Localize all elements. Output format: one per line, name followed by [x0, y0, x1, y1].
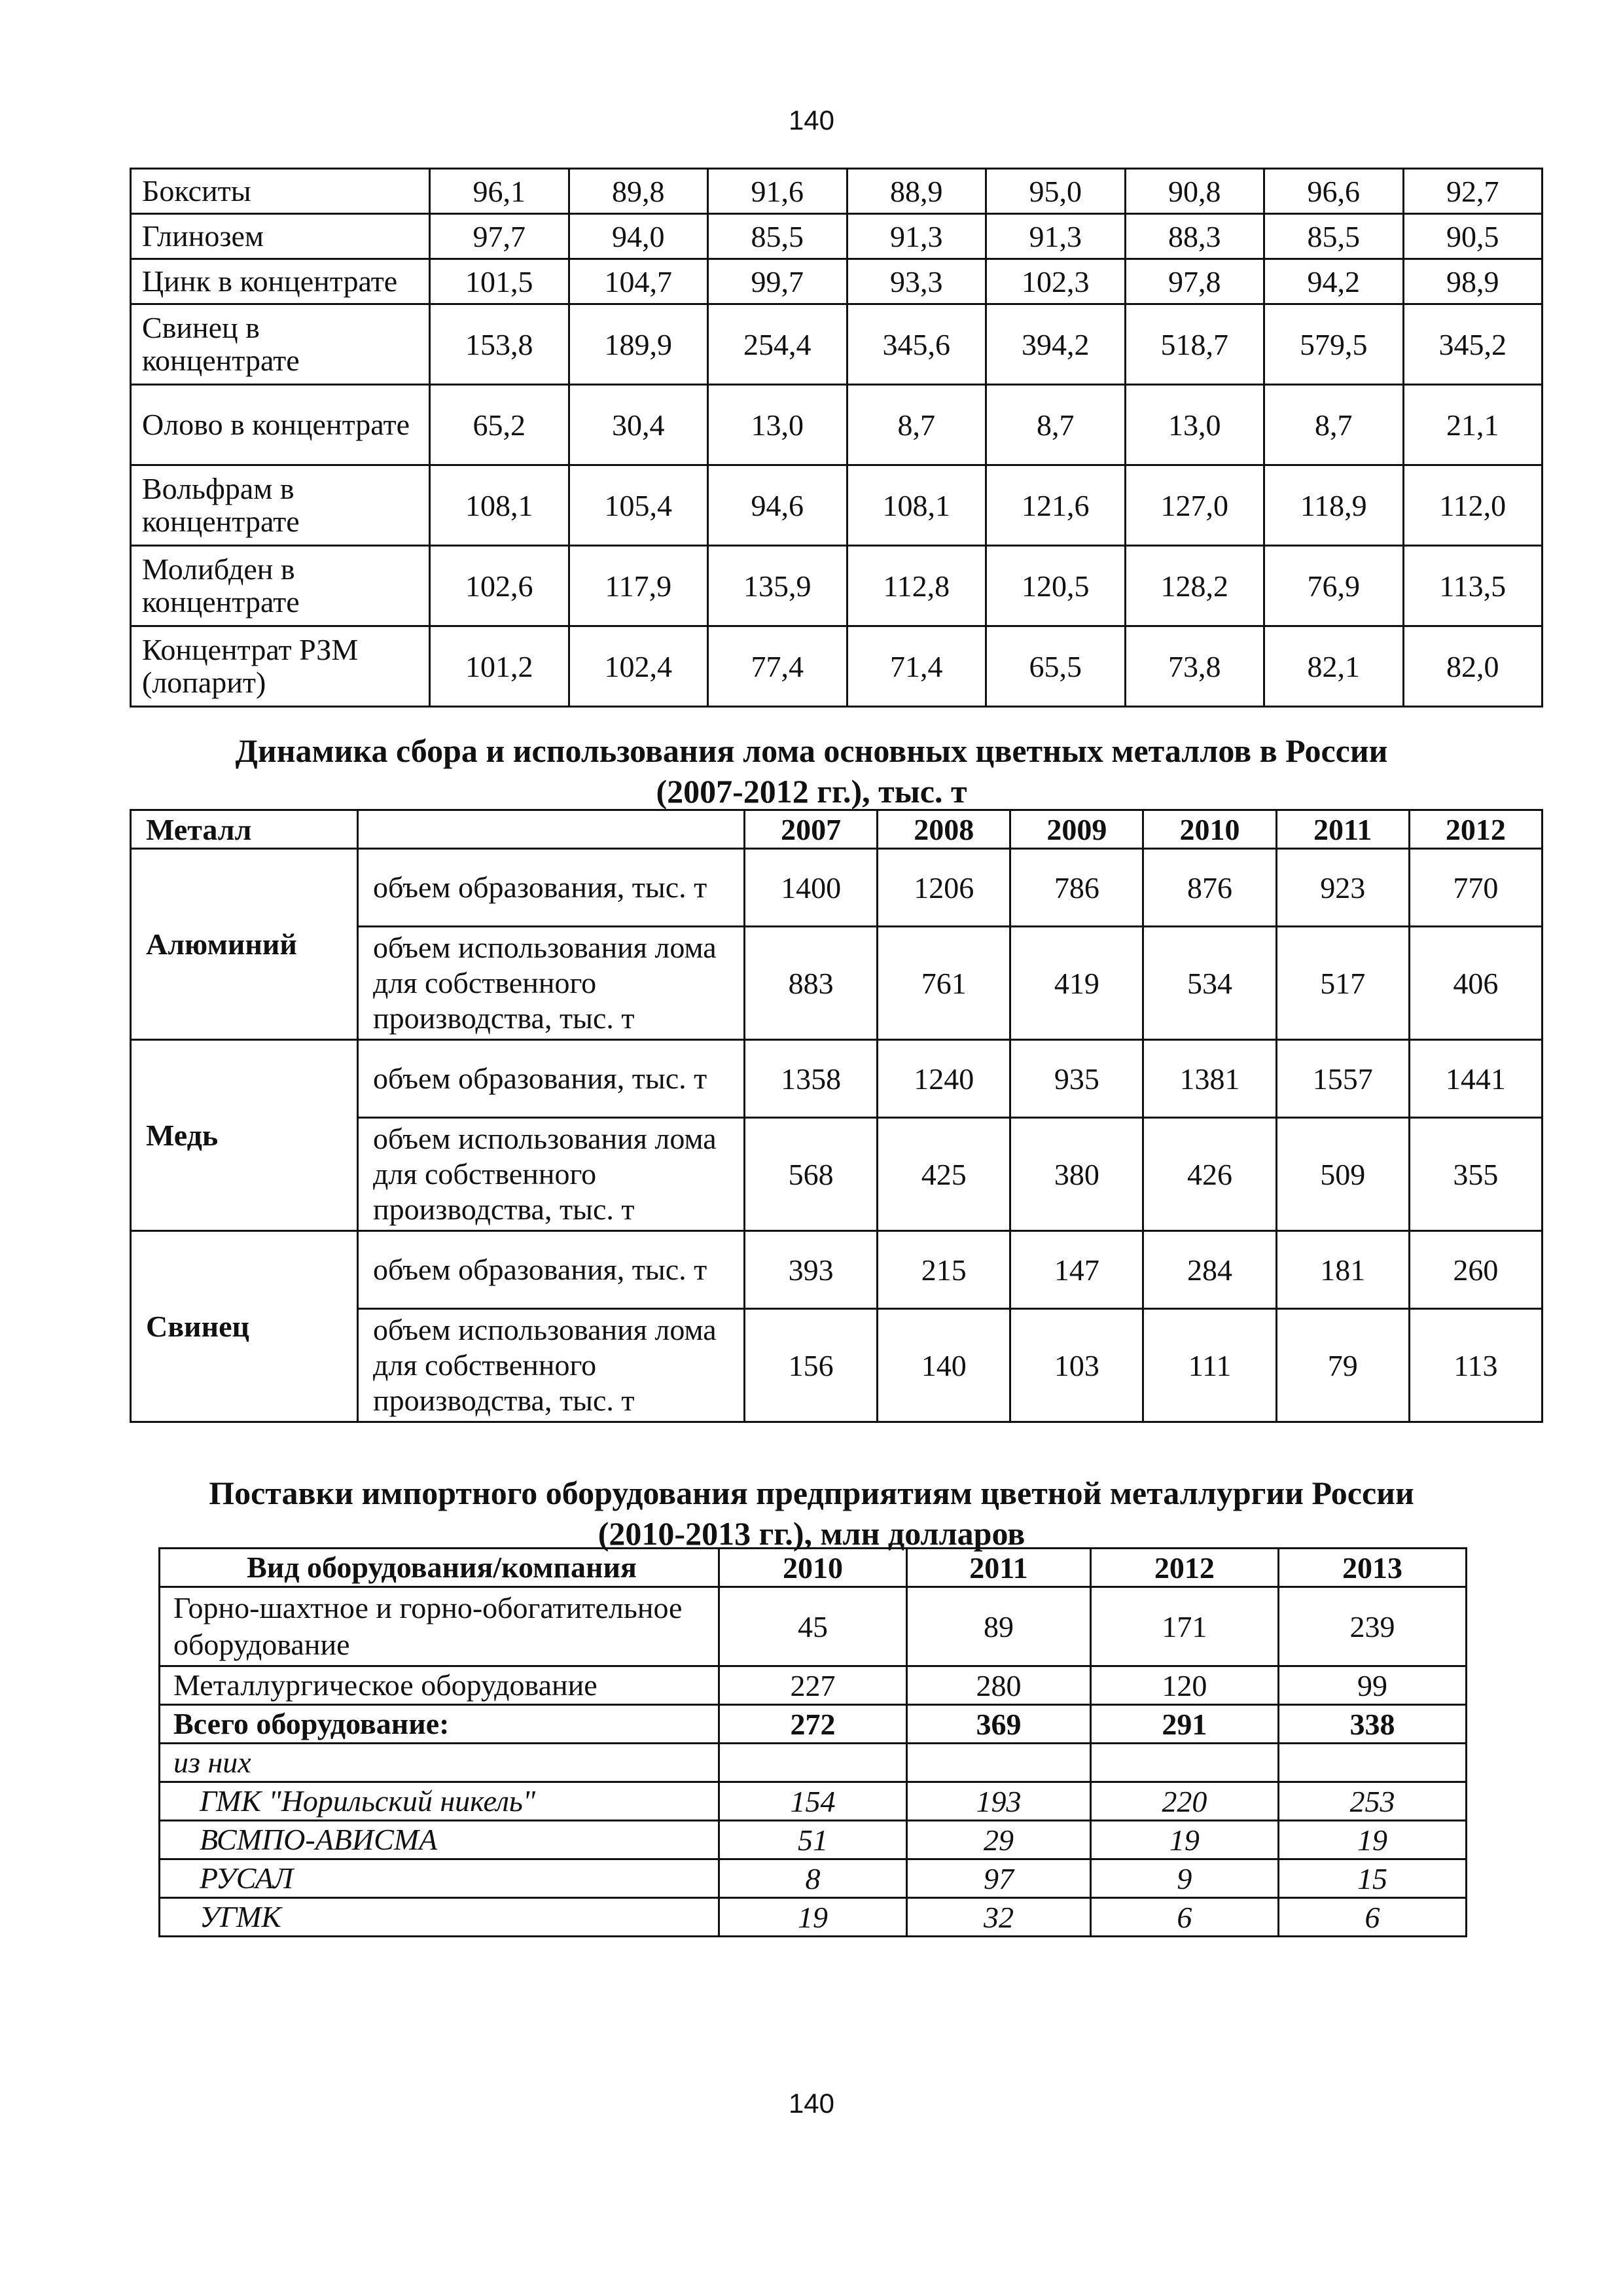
cell: 345,2: [1403, 304, 1543, 385]
cell: 8: [719, 1859, 907, 1898]
cell: 97: [907, 1859, 1091, 1898]
cell: 345,6: [847, 304, 986, 385]
cell: 94,6: [708, 465, 847, 546]
header-year: 2013: [1278, 1549, 1466, 1587]
cell: 21,1: [1403, 385, 1543, 465]
cell: 579,5: [1264, 304, 1404, 385]
cell: 6: [1278, 1898, 1466, 1937]
cell: 101,5: [430, 259, 569, 304]
cell: 102,4: [569, 626, 708, 707]
cell: 102,3: [986, 259, 1126, 304]
table-row: [131, 849, 1543, 927]
cell: 761: [878, 927, 1010, 1040]
cell: 153,8: [430, 304, 569, 385]
cell: 77,4: [708, 626, 847, 707]
row-name: Горно-шахтное и горно-обогатительное оборудование: [160, 1587, 719, 1666]
cell: 135,9: [708, 546, 847, 626]
table-row: [160, 1821, 1467, 1859]
cell: 6: [1090, 1898, 1278, 1937]
table-header-row: [131, 810, 1543, 849]
table-row: [160, 1859, 1467, 1898]
cell: 32: [907, 1898, 1091, 1937]
cell: 96,6: [1264, 169, 1404, 214]
cell: 253: [1278, 1782, 1466, 1821]
cell: 355: [1409, 1118, 1542, 1231]
cell: 118,9: [1264, 465, 1404, 546]
cell: 1358: [745, 1040, 878, 1118]
table-row: [160, 1587, 1467, 1666]
row-label: объем образования, тыс. т: [358, 1231, 745, 1309]
imports-table: [158, 1547, 1467, 1937]
cell: 99,7: [708, 259, 847, 304]
cell: 120: [1090, 1666, 1278, 1705]
cell: 394,2: [986, 304, 1126, 385]
row-name: ВСМПО-АВИСМА: [160, 1821, 719, 1859]
cell: 1240: [878, 1040, 1010, 1118]
cell: 45: [719, 1587, 907, 1666]
metal-name: Алюминий: [131, 849, 358, 1040]
cell: 935: [1010, 1040, 1143, 1118]
cell: 419: [1010, 927, 1143, 1040]
cell: 85,5: [708, 214, 847, 259]
cell: 518,7: [1125, 304, 1264, 385]
cell: 15: [1278, 1859, 1466, 1898]
cell: 88,9: [847, 169, 986, 214]
cell: 338: [1278, 1705, 1466, 1744]
table-row: [160, 1666, 1467, 1705]
cell: 189,9: [569, 304, 708, 385]
cell: 90,5: [1403, 214, 1543, 259]
cell: 171: [1090, 1587, 1278, 1666]
cell: 883: [745, 927, 878, 1040]
cell: 91,3: [986, 214, 1126, 259]
header-year: 2010: [1143, 810, 1276, 849]
cell: 121,6: [986, 465, 1126, 546]
cell: 1441: [1409, 1040, 1542, 1118]
cell: 108,1: [847, 465, 986, 546]
row-name: Свинец в концентрате: [131, 304, 430, 385]
indices-table: [130, 168, 1543, 708]
row-name: Молибден в концентрате: [131, 546, 430, 626]
cell: 127,0: [1125, 465, 1264, 546]
cell: 9: [1090, 1859, 1278, 1898]
header-year: 2007: [745, 810, 878, 849]
cell: 128,2: [1125, 546, 1264, 626]
row-name: УГМК: [160, 1898, 719, 1937]
row-name: ГМК "Норильский никель": [160, 1782, 719, 1821]
cell: 111: [1143, 1309, 1276, 1422]
cell: 105,4: [569, 465, 708, 546]
table-row: [131, 214, 1543, 259]
cell: 98,9: [1403, 259, 1543, 304]
header-year: 2011: [907, 1549, 1091, 1587]
row-name: из них: [160, 1744, 719, 1782]
cell: 99: [1278, 1666, 1466, 1705]
header-year: 2009: [1010, 810, 1143, 849]
cell: 426: [1143, 1118, 1276, 1231]
table-row: [131, 385, 1543, 465]
cell: 93,3: [847, 259, 986, 304]
cell: 380: [1010, 1118, 1143, 1231]
cell: 85,5: [1264, 214, 1404, 259]
cell: 254,4: [708, 304, 847, 385]
cell: 284: [1143, 1231, 1276, 1309]
cell: [1090, 1744, 1278, 1782]
header-metal: Металл: [131, 810, 358, 849]
cell: 120,5: [986, 546, 1126, 626]
cell: 76,9: [1264, 546, 1404, 626]
cell: 369: [907, 1705, 1091, 1744]
cell: 1381: [1143, 1040, 1276, 1118]
row-label: объем использования лома для собственного производства, тыс. т: [358, 927, 745, 1040]
cell: 82,0: [1403, 626, 1543, 707]
metal-name: Свинец: [131, 1231, 358, 1422]
cell: 97,8: [1125, 259, 1264, 304]
page-number-bottom: 140: [788, 2088, 835, 2119]
row-name: Металлургическое оборудование: [160, 1666, 719, 1705]
cell: 19: [719, 1898, 907, 1937]
cell: 108,1: [430, 465, 569, 546]
cell: 96,1: [430, 169, 569, 214]
cell: 30,4: [569, 385, 708, 465]
cell: 534: [1143, 927, 1276, 1040]
table-row: [160, 1744, 1467, 1782]
cell: 65,5: [986, 626, 1126, 707]
cell: 1557: [1276, 1040, 1409, 1118]
cell: 147: [1010, 1231, 1143, 1309]
cell: 101,2: [430, 626, 569, 707]
cell: 112,8: [847, 546, 986, 626]
row-name: Вольфрам в концентрате: [131, 465, 430, 546]
row-name: Всего оборудование:: [160, 1705, 719, 1744]
cell: 260: [1409, 1231, 1542, 1309]
cell: 79: [1276, 1309, 1409, 1422]
header-year: 2011: [1276, 810, 1409, 849]
cell: 94,0: [569, 214, 708, 259]
cell: 280: [907, 1666, 1091, 1705]
cell: 509: [1276, 1118, 1409, 1231]
cell: 117,9: [569, 546, 708, 626]
cell: 95,0: [986, 169, 1126, 214]
row-name: Олово в концентрате: [131, 385, 430, 465]
cell: [719, 1744, 907, 1782]
cell: 517: [1276, 927, 1409, 1040]
scrap-table: [130, 809, 1543, 1423]
cell: 8,7: [1264, 385, 1404, 465]
table-row: [160, 1898, 1467, 1937]
table-row: [131, 1231, 1543, 1309]
table-header-row: [160, 1549, 1467, 1587]
cell: 102,6: [430, 546, 569, 626]
row-label: объем использования лома для собственного производства, тыс. т: [358, 1118, 745, 1231]
cell: 94,2: [1264, 259, 1404, 304]
header-year: 2012: [1090, 1549, 1278, 1587]
table-row: [131, 626, 1543, 707]
cell: 181: [1276, 1231, 1409, 1309]
row-name: РУСАЛ: [160, 1859, 719, 1898]
cell: 90,8: [1125, 169, 1264, 214]
cell: 1206: [878, 849, 1010, 927]
header-blank: [358, 810, 745, 849]
cell: 13,0: [708, 385, 847, 465]
cell: 91,3: [847, 214, 986, 259]
table-row: [160, 1782, 1467, 1821]
cell: 406: [1409, 927, 1542, 1040]
cell: 291: [1090, 1705, 1278, 1744]
row-name: Цинк в концентрате: [131, 259, 430, 304]
table-row: [160, 1705, 1467, 1744]
cell: 8,7: [986, 385, 1126, 465]
cell: 393: [745, 1231, 878, 1309]
cell: 51: [719, 1821, 907, 1859]
header-name: Вид оборудования/компания: [160, 1549, 719, 1587]
cell: 239: [1278, 1587, 1466, 1666]
metal-name: Медь: [131, 1040, 358, 1231]
cell: 140: [878, 1309, 1010, 1422]
cell: 19: [1278, 1821, 1466, 1859]
cell: 113: [1409, 1309, 1542, 1422]
cell: 19: [1090, 1821, 1278, 1859]
row-label: объем образования, тыс. т: [358, 849, 745, 927]
cell: 71,4: [847, 626, 986, 707]
cell: 104,7: [569, 259, 708, 304]
cell: 425: [878, 1118, 1010, 1231]
cell: 82,1: [1264, 626, 1404, 707]
cell: 154: [719, 1782, 907, 1821]
cell: 29: [907, 1821, 1091, 1859]
row-label: объем использования лома для собственного производства, тыс. т: [358, 1309, 745, 1422]
cell: 97,7: [430, 214, 569, 259]
cell: [1278, 1744, 1466, 1782]
cell: 91,6: [708, 169, 847, 214]
cell: 770: [1409, 849, 1542, 927]
cell: 227: [719, 1666, 907, 1705]
cell: 92,7: [1403, 169, 1543, 214]
cell: 923: [1276, 849, 1409, 927]
table-row: [131, 259, 1543, 304]
table-row: [131, 1040, 1543, 1118]
row-name: Концентрат РЗМ (лопарит): [131, 626, 430, 707]
cell: 13,0: [1125, 385, 1264, 465]
cell: 156: [745, 1309, 878, 1422]
cell: [907, 1744, 1091, 1782]
page-number-top: 140: [788, 105, 835, 135]
cell: 786: [1010, 849, 1143, 927]
scrap-table-title: Динамика сбора и использования лома основных цветных металлов в России (2007-2012 гг.), тыс. т: [235, 732, 1388, 810]
cell: 103: [1010, 1309, 1143, 1422]
header-year: 2010: [719, 1549, 907, 1587]
row-name: Глинозем: [131, 214, 430, 259]
table-row: [131, 169, 1543, 214]
cell: 568: [745, 1118, 878, 1231]
table-row: [131, 546, 1543, 626]
cell: 8,7: [847, 385, 986, 465]
header-year: 2012: [1409, 810, 1542, 849]
cell: 272: [719, 1705, 907, 1744]
row-name: Бокситы: [131, 169, 430, 214]
cell: 1400: [745, 849, 878, 927]
table-row: [131, 304, 1543, 385]
cell: 113,5: [1403, 546, 1543, 626]
row-label: объем образования, тыс. т: [358, 1040, 745, 1118]
cell: 89: [907, 1587, 1091, 1666]
cell: 876: [1143, 849, 1276, 927]
cell: 112,0: [1403, 465, 1543, 546]
cell: 89,8: [569, 169, 708, 214]
cell: 88,3: [1125, 214, 1264, 259]
imports-table-title: Поставки импортного оборудования предприятиям цветной металлургии России (2010-2013 гг.), млн долларов: [209, 1475, 1414, 1552]
cell: 73,8: [1125, 626, 1264, 707]
cell: 193: [907, 1782, 1091, 1821]
cell: 220: [1090, 1782, 1278, 1821]
cell: 65,2: [430, 385, 569, 465]
header-year: 2008: [878, 810, 1010, 849]
table-row: [131, 465, 1543, 546]
cell: 215: [878, 1231, 1010, 1309]
